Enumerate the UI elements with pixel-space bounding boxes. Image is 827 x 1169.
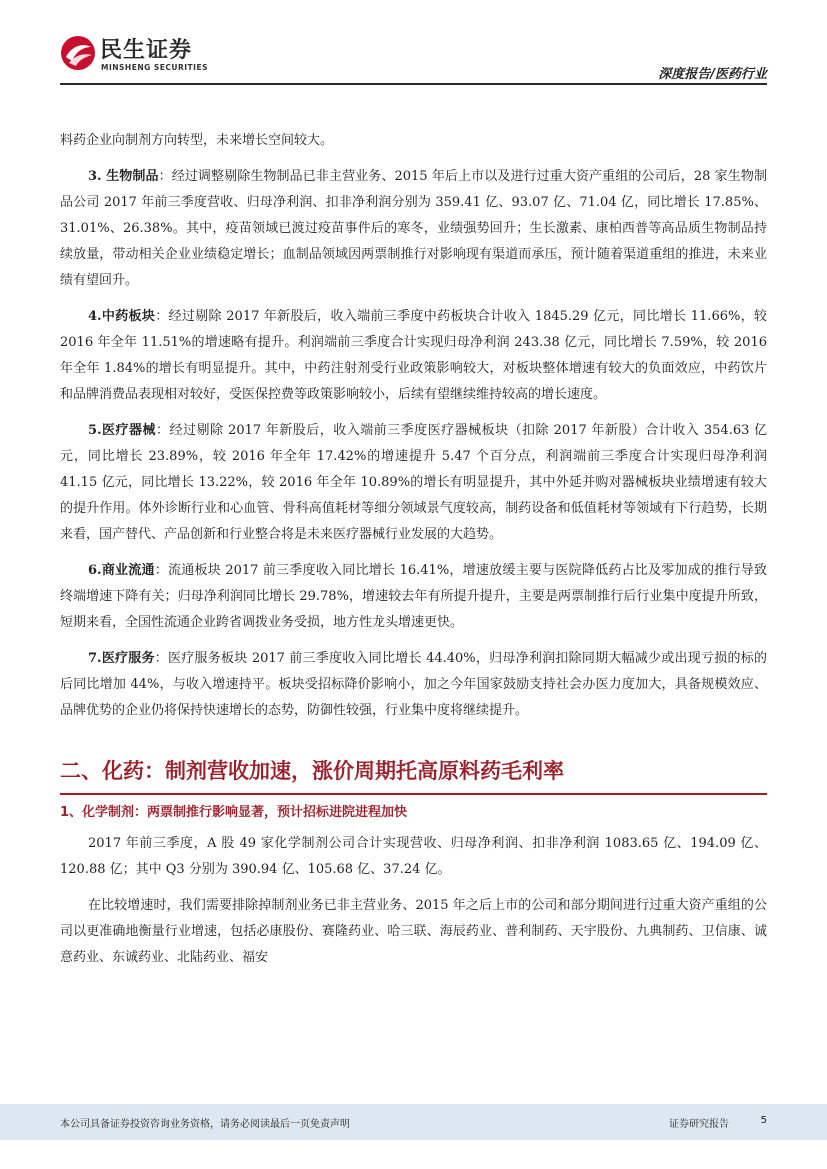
paragraph-medical-devices bbox=[60, 418, 767, 548]
subsection-title: 1、化学制剂：两票制推行影响显著，预计招标进院进程加快 bbox=[60, 805, 408, 820]
paragraph-chem-summary: 2017 年前三季度，A 股 49 家化学制剂公司合计实现营收、归母净利润、扣非净利润 1083.65 亿、194.09 亿、120.88 亿；其中 Q3 分别为 390.94 亿、105.68 亿、37.24 亿。 bbox=[60, 836, 767, 877]
paragraph-text: ：医疗服务板块 2017 前三季度收入同比增长 44.40%，归母净利润扣除同期大幅减少或出现亏损的标的后同比增加 44%，与收入增速持平。板块受招标降价影响小，加之今年国家鼓励支持社会办医力度加大，具备规模效应、品牌优势的企业仍将保持快速增长的态势，防御性较强，行业集中度将继续提升。 bbox=[60, 651, 767, 718]
paragraph-biologics bbox=[60, 164, 767, 294]
paragraph-tcm bbox=[60, 304, 767, 408]
paragraph-text: ：流通板块 2017 前三季度收入同比增长 16.41%，增速放缓主要与医院降低药占比及零加成的推行导致终端增速下降有关；归母净利润同比增长 29.78%，增速较去年有所提升提升，主要是两票制推行后行业集中度提升所致，短期来看，全国性流通企业跨省调拨业务受损，地方性龙头增速更快。 bbox=[60, 563, 767, 630]
paragraph-medical-services bbox=[60, 646, 767, 724]
paragraph-lead: 5.医疗器械 bbox=[88, 423, 157, 438]
paragraph-lead: 4.中药板块 bbox=[88, 309, 156, 324]
paragraph-text: ：经过剔除 2017 年新股后，收入端前三季度医疗器械板块（扣除 2017 年新股）合计收入 354.63 亿元，同比增长 23.89%，较 2016 年全年 17.42%的增速提升 5.47 个百分点，利润端前三季度合计实现归母净利润 41.15 亿元，同比增长 13.22%，较 2016 年全年 10.89%的增长有明显提升，其中外延并购对器械板块业绩增速有较大的提升作用。体外诊断行业和心血管、骨科高值耗材等细分领域景气度较高，制药设备和低值耗材等领域有下行趋势，长期来看，国产替代、产品创新和行业整合将是未来医疗器械行业发展的大趋势。 bbox=[60, 423, 767, 542]
page-number: 5 bbox=[760, 1115, 767, 1126]
paragraph-lead: 6.商业流通 bbox=[88, 563, 155, 578]
paragraph-text: ：经过剔除 2017 年新股后，收入端前三季度中药板块合计收入 1845.29 亿元，同比增长 11.66%，较 2016 年全年 11.51%的增速略有提升。利润端前三季度合计实现归母净利润 243.38 亿元，同比增长 7.59%，较 2016 年全年 1.84%的增长有明显提升。其中，中药注射剂受行业政策影响较大，对板块整体增速有较大的负面效应，中药饮片和品牌消费品表现相对较好，受医保控费等政策影响较小，后续有望继续维持较高的增长速度。 bbox=[60, 309, 767, 402]
page-header bbox=[0, 0, 827, 90]
logo-chinese-name: 民生证券 bbox=[100, 38, 193, 63]
report-body bbox=[60, 128, 767, 971]
logo-english-name: MINSHENG SECURITIES bbox=[101, 63, 208, 72]
minsheng-logo bbox=[60, 33, 230, 79]
minsheng-logo-icon bbox=[60, 35, 96, 71]
footer-disclaimer: 本公司具备证券投资咨询业务资格，请务必阅读最后一页免责声明 bbox=[60, 1119, 350, 1130]
paragraph-continuation: 料药企业向制剂方向转型，未来增长空间较大。 bbox=[60, 133, 334, 148]
paragraph-lead: 7.医疗服务 bbox=[88, 651, 155, 666]
report-type-label: 深度报告/医药行业 bbox=[658, 67, 767, 82]
paragraph-chem-method: 在比较增速时，我们需要排除掉制剂业务已非主营业务、2015 年之后上市的公司和部分期间进行过重大资产重组的公司以更准确地衡量行业增速，包括必康股份、赛隆药业、哈三联、海辰药业、普利制药、天宇股份、九典制药、卫信康、诚意药业、东诚药业、北陆药业、福安 bbox=[60, 898, 767, 965]
section-title: 二、化药：制剂营收加速，涨价周期托高原料药毛利率 bbox=[60, 759, 564, 783]
section-heading bbox=[60, 754, 767, 795]
paragraph-distribution bbox=[60, 558, 767, 636]
paragraph-lead: 3. 生物制品 bbox=[88, 169, 159, 184]
paragraph-text: ：经过调整剔除生物制品已非主营业务、2015 年后上市以及进行过重大资产重组的公司后，28 家生物制品公司 2017 年前三季度营收、归母净利润、扣非净利润分别为 359.41 亿、93.07 亿、71.04 亿，同比增长 17.85%、31.01%、26.38%。其中，疫苗领域已渡过疫苗事件后的寒冬，业绩强势回升；生长激素、康柏西普等高品质生物制品持续放量，带动相关企业业绩稳定增长；血制品领域因两票制推行对影响现有渠道而承压，预计随着渠道重组的推进，未来业绩有望回升。 bbox=[60, 169, 767, 288]
header-divider bbox=[60, 83, 767, 85]
footer-label: 证券研究报告 bbox=[669, 1119, 729, 1130]
page-footer bbox=[0, 1104, 827, 1140]
